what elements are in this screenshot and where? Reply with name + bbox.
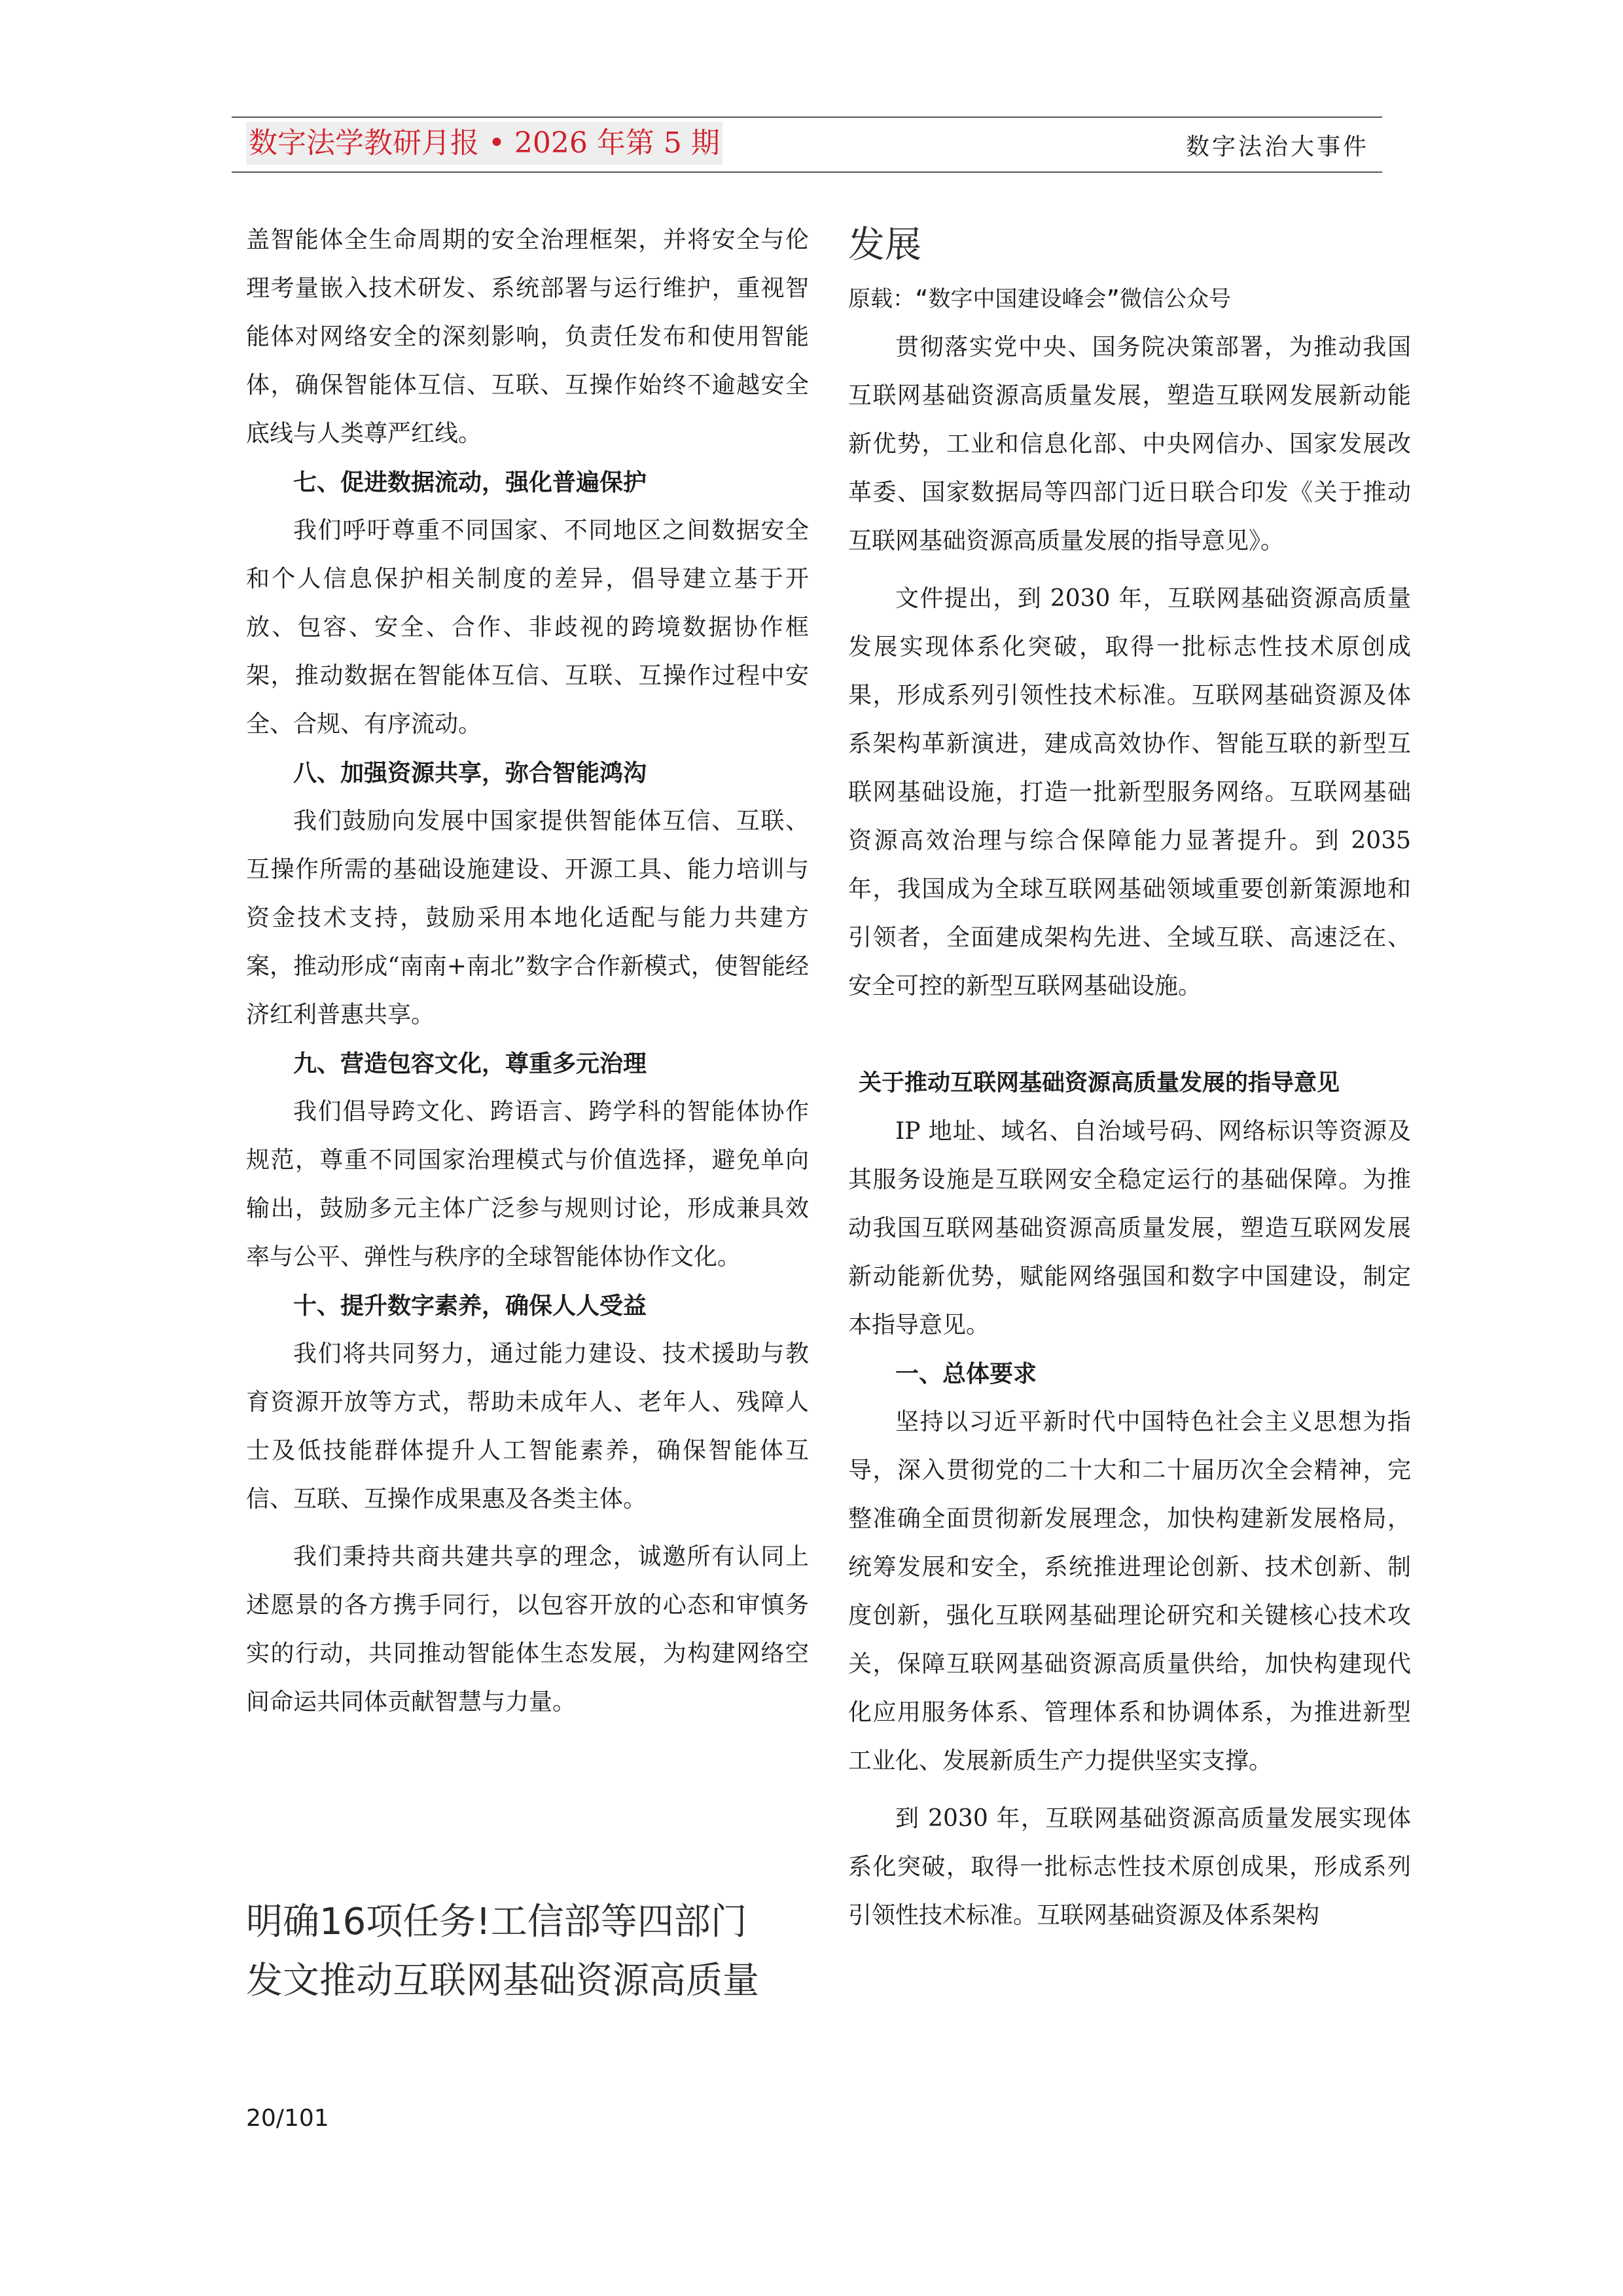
- section-heading-7: 七、促进数据流动，强化普遍保护: [293, 469, 647, 496]
- paragraph-gap: [848, 1785, 1411, 1795]
- guideline-paragraph-2: 坚持以习近平新时代中国特色社会主义思想为指导，深入贯彻党的二十大和二十届历次全会精神，完整准确全面贯彻新发展理念，加快构建新发展格局，统筹发展和安全，系统推进理论创新、技术创新、制度创新，强化互联网基础理论研究和关键核心技术攻关，保障互联网基础资源高质量供给，加快构建现代化应用服务体系、管理体系和协调体系，为推进新型工业化、发展新质生产力提供坚实支撑。: [848, 1408, 1411, 1774]
- paragraph-7: 我们呼吁尊重不同国家、不同地区之间数据安全和个人信息保护相关制度的差异，倡导建立基于开放、包容、安全、合作、非歧视的跨境数据协作框架，推动数据在智能体互信、互联、互操作过程中安全、合规、有序流动。: [246, 517, 809, 738]
- paragraph-9: 我们倡导跨文化、跨语言、跨学科的智能体协作规范，尊重不同国家治理模式与价值选择，避免单向输出，鼓励多元主体广泛参与规则讨论，形成兼具效率与公平、弹性与秩序的全球智能体协作文化。: [246, 1098, 809, 1270]
- article-spacer: [246, 1727, 809, 1893]
- guideline-heading-1: 一、总体要求: [895, 1360, 1037, 1388]
- guideline-spacer: [848, 1011, 1411, 1059]
- article-title-line-2: 发文推动互联网基础资源高质量: [246, 1960, 759, 2002]
- section-heading-8: 八、加强资源共享，弥合智能鸿沟: [293, 759, 647, 787]
- header-top-rule: [232, 117, 1382, 118]
- page-number: 20/101: [246, 2105, 329, 2132]
- guideline-paragraph-3: 到 2030 年，互联网基础资源高质量发展实现体系化突破，取得一批标志性技术原创成果，形成系列引领性技术标准。互联网基础资源及体系架构: [848, 1805, 1411, 1929]
- paragraph-gap: [246, 1524, 809, 1533]
- article-title-continued: 发展: [848, 224, 921, 266]
- left-column: [246, 216, 809, 2011]
- closing-paragraph: 我们秉持共商共建共享的理念，诚邀所有认同上述愿景的各方携手同行，以包容开放的心态和审慎务实的行动，共同推动智能体生态发展，为构建网络空间命运共同体贡献智慧与力量。: [246, 1543, 809, 1715]
- guideline-title: 关于推动互联网基础资源高质量发展的指导意见: [859, 1069, 1340, 1096]
- article-title-line-1: 明确16项任务!工信部等四部门: [246, 1901, 747, 1943]
- paragraph-8: 我们鼓励向发展中国家提供智能体互信、互联、互操作所需的基础设施建设、开源工具、能力培训与资金技术支持，鼓励采用本地化适配与能力共建方案，推动形成“南南+南北”数字合作新模式，使智能经济红利普惠共享。: [246, 808, 809, 1028]
- article-source: 原载：“数字中国建设峰会”微信公众号: [848, 286, 1231, 312]
- header-bottom-rule: [232, 171, 1382, 173]
- section-label: 数字法治大事件: [1186, 134, 1370, 160]
- article-paragraph-1: 贯彻落实党中央、国务院决策部署，为推动我国互联网基础资源高质量发展，塑造互联网发展新动能新优势，工业和信息化部、中央网信办、国家发展改革委、国家数据局等四部门近日联合印发《关于推动互联网基础资源高质量发展的指导意见》。: [848, 334, 1411, 554]
- section-heading-9: 九、营造包容文化，尊重多元治理: [293, 1050, 647, 1077]
- right-column: [848, 216, 1411, 1940]
- section-heading-10: 十、提升数字素养，确保人人受益: [293, 1292, 647, 1319]
- journal-title: 数字法学教研月报 • 2026 年第 5 期: [246, 122, 722, 165]
- guideline-paragraph-1: IP 地址、域名、自治域号码、网络标识等资源及其服务设施是互联网安全稳定运行的基础保障。为推动我国互联网基础资源高质量发展，塑造互联网发展新动能新优势，赋能网络强国和数字中国建设，制定本指导意见。: [848, 1118, 1411, 1338]
- paragraph-10: 我们将共同努力，通过能力建设、技术援助与教育资源开放等方式，帮助未成年人、老年人、残障人士及低技能群体提升人工智能素养，确保智能体互信、互联、互操作成果惠及各类主体。: [246, 1340, 809, 1513]
- paragraph-gap: [848, 565, 1411, 575]
- paragraph-continued: 盖智能体全生命周期的安全治理框架，并将安全与伦理考量嵌入技术研发、系统部署与运行维护，重视智能体对网络安全的深刻影响，负责任发布和使用智能体，确保智能体互信、互联、互操作始终不逾越安全底线与人类尊严红线。: [246, 226, 809, 447]
- article-paragraph-2: 文件提出，到 2030 年，互联网基础资源高质量发展实现体系化突破，取得一批标志性技术原创成果，形成系列引领性技术标准。互联网基础资源及体系架构革新演进，建成高效协作、智能互联的新型互联网基础设施，打造一批新型服务网络。互联网基础资源高效治理与综合保障能力显著提升。到 2035 年，我国成为全球互联网基础领域重要创新策源地和引领者，全面建成架构先进、全域互联、高速泛在、安全可控的新型互联网基础设施。: [848, 585, 1411, 999]
